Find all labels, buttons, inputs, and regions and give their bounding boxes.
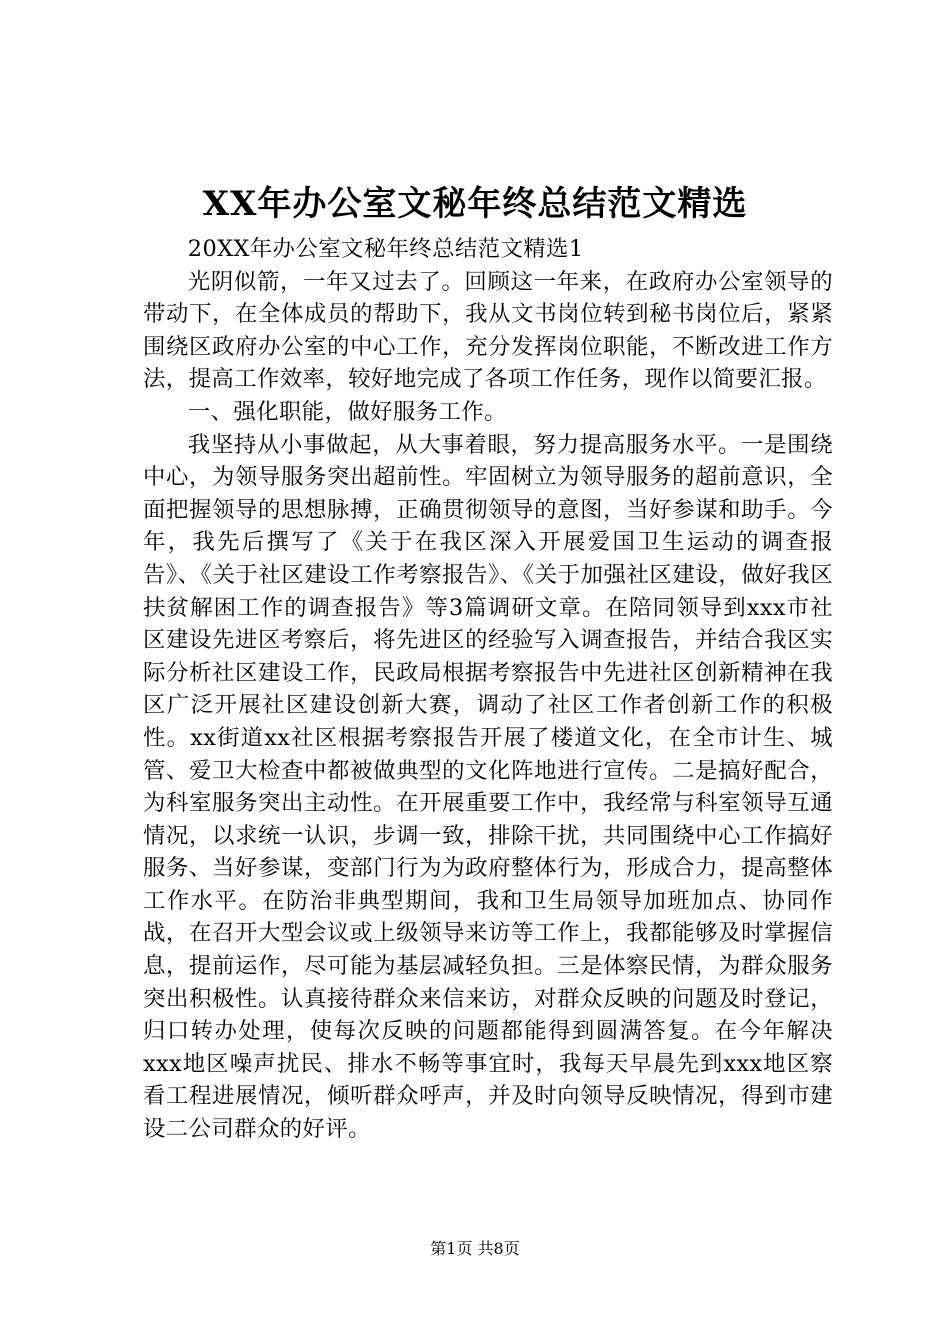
page-footer: 第1页 共8页 [430,1239,520,1258]
section-heading: 20XX年办公室文秘年终总结范文精选1 [187,236,584,262]
subsection-heading: 一、强化职能，做好服务工作。 [187,398,507,425]
document-body [143,233,833,1146]
body-paragraph: 我坚持从小事做起，从大事着眼，努力提高服务水平。一是围绕中心，为领导服务突出超前性。牢固树立为领导服务的超前意识，全面把握领导的思想脉搏，正确贯彻领导的意图，当好参谋和助手。今年，我先后撰写了《关于在我区深入开展爱国卫生运动的调查报告》、《关于社区建设工作考察报告》、《关于加强社区建设，做好我区扶贫解困工作的调查报告》等3篇调研文章。在陪同领导到xxx市社区建设先进区考察后，将先进区的经验写入调查报告，并结合我区实际分析社区建设工作，民政局根据考察报告中先进社区创新精神在我区广泛开展社区建设创新大赛，调动了社区工作者创新工作的积极性。xx街道xx社区根据考察报告开展了楼道文化，在全市计生、城管、爱卫大检查中都被做典型的文化阵地进行宣传。二是搞好配合，为科室服务突出主动性。在开展重要工作中，我经常与科室领导互通情况，以求统一认识，步调一致，排除干扰，共同围绕中心工作搞好服务、当好参谋，变部门行为为政府整体行为，形成合力，提高整体工作水平。在防治非典型期间，我和卫生局领导加班加点、协同作战，在召开大型会议或上级领导来访等工作上，我都能够及时掌握信息，提前运作，尽可能为基层减轻负担。三是体察民情，为群众服务突出积极性。认真接待群众来信来访，对群众反映的问题及时登记，归口转办处理，使每次反映的问题都能得到圆满答复。在今年解决xxx地区噪声扰民、排水不畅等事宜时，我每天早晨先到xxx地区察看工程进展情况，倾听群众呼声，并及时向领导反映情况，得到市建设二公司群众的好评。 [143,431,833,1143]
intro-paragraph: 光阴似箭，一年又过去了。回顾这一年来，在政府办公室领导的带动下，在全体成员的帮助下，我从文书岗位转到秘书岗位后，紧紧围绕区政府办公室的中心工作，充分发挥岗位职能，不断改进工作方法，提高工作效率，较好地完成了各项工作任务，现作以简要汇报。 [143,268,833,393]
document-title: XX年办公室文秘年终总结范文精选 [202,183,748,224]
